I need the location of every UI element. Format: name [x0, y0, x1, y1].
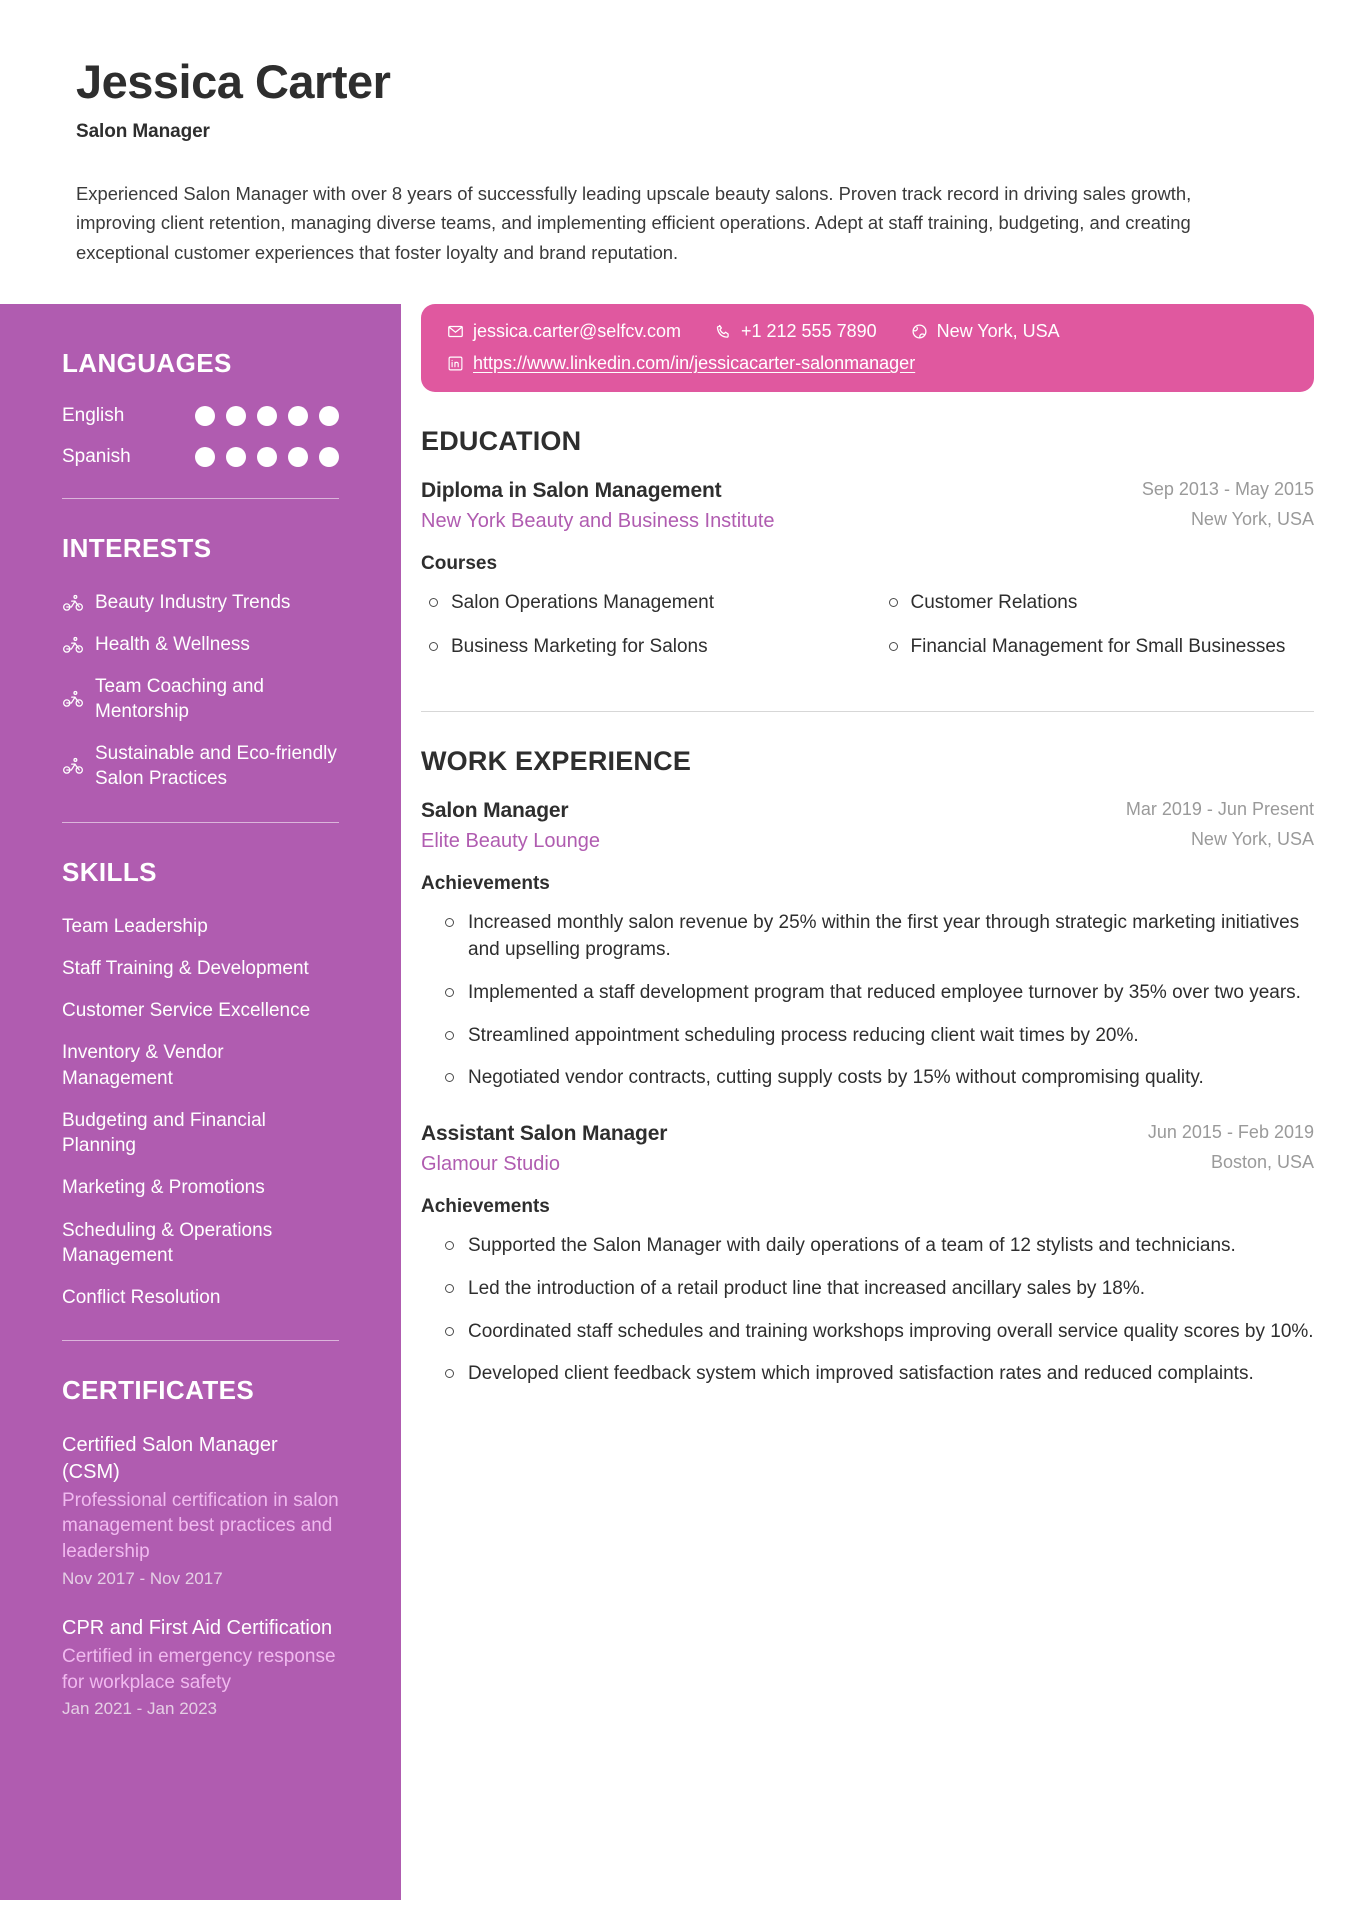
section-work-experience — [421, 746, 1314, 1389]
course-item: Financial Management for Small Businesses — [881, 633, 1315, 661]
languages-list — [62, 405, 339, 468]
courses-label: Courses — [421, 553, 498, 575]
work-location: New York, USA — [1190, 828, 1314, 849]
achievement-item: Implemented a staff development program that reduced employee turnover by 35% over two years. — [421, 979, 1314, 1007]
resume-header — [0, 0, 1350, 268]
professional-summary: Experienced Salon Manager with over 8 years of successfully leading upscale beauty salons. Proven track record in driving sales growth, improving client retention, managing diverse teams, and implementing efficient operations. Adept at staff training, budgeting, and creating exceptional customer experiences that foster loyalty and brand reputation. — [76, 182, 1192, 264]
sidebar-divider-2 — [62, 822, 339, 823]
achievements-list — [421, 1232, 1314, 1388]
interest-label: Team Coaching and Mentorship — [95, 676, 264, 723]
achievement-item: Coordinated staff schedules and training workshops improving overall service quality scores by 10%. — [421, 1318, 1314, 1346]
sidebar-section-skills — [62, 857, 339, 1311]
work-entry-left — [421, 1122, 667, 1176]
work-entry — [421, 1122, 1314, 1388]
interest-item — [62, 590, 339, 615]
interest-item — [62, 741, 339, 791]
language-level-dots — [195, 406, 339, 426]
contact-email[interactable] — [447, 321, 681, 342]
globe-icon — [911, 323, 928, 340]
interest-label: Beauty Industry Trends — [95, 592, 291, 614]
level-dot — [195, 406, 215, 426]
language-item — [62, 405, 339, 427]
section-education — [421, 426, 1314, 676]
language-item — [62, 446, 339, 468]
level-dot — [257, 447, 277, 467]
work-entry — [421, 799, 1314, 1093]
work-entry-right — [1148, 1122, 1314, 1173]
level-dot — [288, 406, 308, 426]
linkedin-icon — [447, 355, 464, 372]
education-degree: Diploma in Salon Management — [421, 479, 722, 503]
bicycle-icon — [62, 755, 84, 777]
sidebar — [0, 304, 401, 1900]
phone-icon — [715, 323, 732, 340]
section-divider-education — [421, 711, 1314, 712]
languages-heading: LANGUAGES — [62, 348, 232, 379]
contact-bar — [421, 304, 1314, 392]
skill-item: Customer Service Excellence — [62, 1000, 311, 1022]
skill-item: Scheduling & Operations Management — [62, 1219, 273, 1266]
language-name: Spanish — [62, 446, 131, 468]
contact-location-text: New York, USA — [936, 321, 1060, 342]
work-date: Mar 2019 - Jun Present — [1125, 798, 1314, 819]
work-entry-left — [421, 799, 600, 853]
certificate-item — [62, 1615, 339, 1719]
skill-item: Team Leadership — [62, 915, 208, 937]
contact-phone-text: +1 212 555 7890 — [740, 321, 877, 342]
course-item: Salon Operations Management — [421, 589, 855, 617]
interest-item — [62, 632, 339, 657]
achievement-item: Negotiated vendor contracts, cutting supply costs by 15% without compromising quality. — [421, 1064, 1314, 1092]
certificate-date: Jan 2021 - Jan 2023 — [62, 1699, 218, 1719]
achievements-label: Achievements — [421, 1196, 550, 1218]
work-entry-header — [421, 1122, 1314, 1176]
certificate-name: Certified Salon Manager (CSM) — [62, 1434, 278, 1484]
sidebar-section-interests — [62, 533, 339, 791]
achievements-label: Achievements — [421, 872, 550, 894]
certificate-date: Nov 2017 - Nov 2017 — [62, 1569, 223, 1589]
contact-email-text: jessica.carter@selfcv.com — [473, 321, 681, 342]
skills-list — [62, 914, 339, 1311]
education-location: New York, USA — [1190, 509, 1314, 530]
work-heading: WORK EXPERIENCE — [421, 745, 692, 776]
certificate-description: Certified in emergency response for workplace safety — [62, 1645, 336, 1693]
level-dot — [319, 406, 339, 426]
certificates-list — [62, 1432, 339, 1719]
candidate-name: Jessica Carter — [76, 55, 391, 108]
skills-heading: SKILLS — [62, 856, 157, 887]
education-heading: EDUCATION — [421, 426, 582, 457]
certificate-description: Professional certification in salon management best practices and leadership — [62, 1489, 339, 1563]
education-entries — [421, 479, 1314, 676]
resume-body — [0, 304, 1350, 1900]
education-entry — [421, 479, 1314, 676]
certificate-name: CPR and First Aid Certification — [62, 1617, 333, 1640]
interest-label: Sustainable and Eco-friendly Salon Practices — [95, 743, 337, 790]
certificate-item — [62, 1432, 339, 1589]
work-entries — [421, 799, 1314, 1389]
courses-grid — [421, 589, 1314, 676]
level-dot — [195, 447, 215, 467]
interests-heading: INTERESTS — [62, 533, 212, 564]
achievement-item: Developed client feedback system which improved satisfaction rates and reduced complaints. — [421, 1360, 1314, 1388]
work-date: Jun 2015 - Feb 2019 — [1147, 1122, 1314, 1143]
contact-phone[interactable] — [715, 321, 877, 342]
bicycle-icon — [62, 592, 84, 614]
work-position: Salon Manager — [421, 798, 569, 822]
level-dot — [257, 406, 277, 426]
work-entry-right — [1126, 799, 1314, 850]
skill-item: Marketing & Promotions — [62, 1177, 265, 1199]
language-name: English — [62, 405, 125, 427]
interests-list — [62, 590, 339, 791]
level-dot — [288, 447, 308, 467]
education-school: New York Beauty and Business Institute — [421, 510, 775, 533]
sidebar-section-languages — [62, 348, 339, 468]
work-location: Boston, USA — [1210, 1152, 1314, 1173]
contact-line-primary — [447, 321, 1288, 342]
bicycle-icon — [62, 634, 84, 656]
level-dot — [226, 406, 246, 426]
sidebar-divider-1 — [62, 498, 339, 499]
contact-line-secondary — [447, 353, 1288, 374]
work-company: Elite Beauty Lounge — [421, 829, 601, 852]
achievement-item: Streamlined appointment scheduling process reducing client wait times by 20%. — [421, 1022, 1314, 1050]
candidate-role: Salon Manager — [76, 120, 210, 142]
language-level-dots — [195, 447, 339, 467]
work-position: Assistant Salon Manager — [421, 1122, 668, 1146]
course-item: Business Marketing for Salons — [421, 633, 855, 661]
sidebar-section-certificates — [62, 1375, 339, 1719]
education-entry-header — [421, 479, 1314, 533]
achievement-item: Increased monthly salon revenue by 25% within the first year through strategic marketing initiatives and upselling programs. — [421, 909, 1314, 964]
work-entry-header — [421, 799, 1314, 853]
education-date: Sep 2013 - May 2015 — [1141, 479, 1314, 500]
work-company: Glamour Studio — [421, 1153, 560, 1176]
main-column — [401, 304, 1350, 1900]
achievement-item: Led the introduction of a retail product line that increased ancillary sales by 18%. — [421, 1275, 1314, 1303]
interest-item — [62, 674, 339, 724]
level-dot — [319, 447, 339, 467]
contact-linkedin[interactable] — [447, 353, 915, 374]
achievements-list — [421, 909, 1314, 1093]
skill-item: Staff Training & Development — [62, 957, 309, 979]
envelope-icon — [447, 323, 464, 340]
interest-label: Health & Wellness — [95, 634, 250, 656]
course-item: Customer Relations — [881, 589, 1315, 617]
education-entry-left — [421, 479, 775, 533]
bicycle-icon — [62, 688, 84, 710]
certificates-heading: CERTIFICATES — [62, 1375, 255, 1406]
sidebar-divider-3 — [62, 1340, 339, 1341]
skill-item: Conflict Resolution — [62, 1287, 221, 1309]
contact-linkedin-text[interactable]: https://www.linkedin.com/in/jessicacarter-salonmanager — [473, 353, 916, 374]
achievement-item: Supported the Salon Manager with daily operations of a team of 12 stylists and technicians. — [421, 1232, 1314, 1260]
level-dot — [226, 447, 246, 467]
skill-item: Budgeting and Financial Planning — [62, 1109, 266, 1157]
skill-item: Inventory & Vendor Management — [62, 1042, 224, 1089]
contact-location — [911, 321, 1060, 342]
education-entry-right — [1142, 479, 1314, 530]
